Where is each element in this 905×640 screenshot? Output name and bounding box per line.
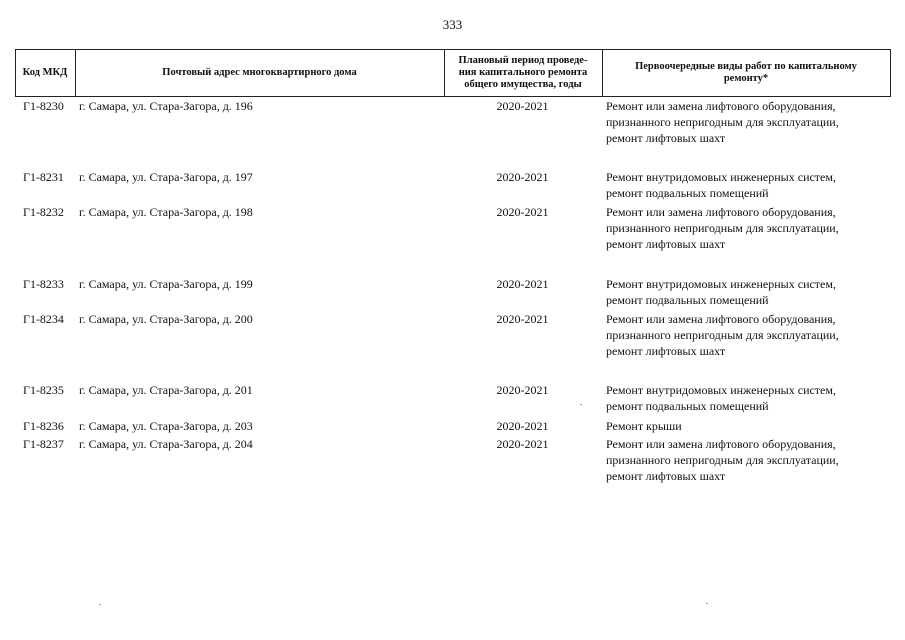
works-line: Ремонт или замена лифтового оборудования, — [606, 437, 836, 451]
mkd-address: г. Самара, ул. Стара-Загора, д. 201 — [79, 383, 253, 397]
mkd-code: Г1-8237 — [23, 437, 64, 451]
works-line: ремонт подвальных помещений — [606, 293, 769, 307]
mkd-code: Г1-8232 — [23, 205, 64, 219]
mkd-code: Г1-8231 — [23, 170, 64, 184]
works-line: Ремонт или замена лифтового оборудования, — [606, 99, 836, 113]
header-works — [602, 50, 890, 96]
mkd-works — [606, 98, 891, 146]
mkd-works — [606, 204, 891, 252]
works-line: ремонт подвальных помещений — [606, 399, 769, 413]
header-period-line: Плановый период проведе- — [458, 55, 588, 66]
column-divider — [890, 50, 891, 96]
mkd-period: 2020-2021 — [496, 99, 549, 113]
header-period-line: общего имущества, годы — [464, 79, 582, 90]
mkd-period: 2020-2021 — [496, 170, 549, 184]
mkd-code: Г1-8236 — [23, 419, 64, 433]
works-line: Ремонт внутридомовых инженерных систем, — [606, 277, 836, 291]
mkd-works — [606, 311, 891, 359]
scan-speck — [706, 603, 708, 604]
works-line: признанного непригодным для эксплуатации, — [606, 221, 839, 235]
works-line: ремонт подвальных помещений — [606, 186, 769, 200]
works-line: ремонт лифтовых шахт — [606, 344, 726, 358]
mkd-code: Г1-8233 — [23, 277, 64, 291]
header-period-line: ния капитального ремонта — [458, 67, 588, 78]
mkd-address: г. Самара, ул. Стара-Загора, д. 200 — [79, 312, 253, 326]
scan-speck — [580, 404, 582, 405]
header-code: Код МКД — [22, 67, 68, 78]
mkd-address: г. Самара, ул. Стара-Загора, д. 199 — [79, 277, 253, 291]
scan-speck — [99, 604, 101, 605]
mkd-address: г. Самара, ул. Стара-Загора, д. 196 — [79, 99, 253, 113]
works-line: ремонт лифтовых шахт — [606, 469, 726, 483]
mkd-works — [606, 382, 891, 414]
works-line: признанного непригодным для эксплуатации, — [606, 453, 839, 467]
mkd-period: 2020-2021 — [496, 419, 549, 433]
mkd-works — [606, 276, 891, 308]
mkd-address: г. Самара, ул. Стара-Загора, д. 203 — [79, 419, 253, 433]
mkd-code: Г1-8234 — [23, 312, 64, 326]
mkd-address: г. Самара, ул. Стара-Загора, д. 204 — [79, 437, 253, 451]
mkd-period: 2020-2021 — [496, 205, 549, 219]
mkd-works — [606, 169, 891, 201]
mkd-works — [606, 436, 891, 484]
page-number: 333 — [442, 17, 463, 32]
mkd-period: 2020-2021 — [496, 277, 549, 291]
mkd-code: Г1-8230 — [23, 99, 64, 113]
mkd-works — [606, 418, 891, 434]
works-line: ремонт лифтовых шахт — [606, 237, 726, 251]
works-line: Ремонт внутридомовых инженерных систем, — [606, 170, 836, 184]
works-line: Ремонт внутридомовых инженерных систем, — [606, 383, 836, 397]
mkd-period: 2020-2021 — [496, 312, 549, 326]
mkd-code: Г1-8235 — [23, 383, 64, 397]
mkd-address: г. Самара, ул. Стара-Загора, д. 198 — [79, 205, 253, 219]
table-header — [15, 49, 891, 97]
header-period — [444, 50, 602, 96]
mkd-period: 2020-2021 — [496, 437, 549, 451]
works-line: Ремонт или замена лифтового оборудования, — [606, 205, 836, 219]
mkd-address: г. Самара, ул. Стара-Загора, д. 197 — [79, 170, 253, 184]
works-line: ремонт лифтовых шахт — [606, 131, 726, 145]
header-works-line: Первоочередные виды работ по капитальному — [635, 61, 857, 72]
header-address: Почтовый адрес многоквартирного дома — [162, 67, 357, 78]
works-line: Ремонт или замена лифтового оборудования, — [606, 312, 836, 326]
mkd-period: 2020-2021 — [496, 383, 549, 397]
works-line: признанного непригодным для эксплуатации, — [606, 115, 839, 129]
works-line: Ремонт крыши — [606, 419, 682, 433]
header-works-line: ремонту* — [723, 73, 769, 84]
works-line: признанного непригодным для эксплуатации, — [606, 328, 839, 342]
